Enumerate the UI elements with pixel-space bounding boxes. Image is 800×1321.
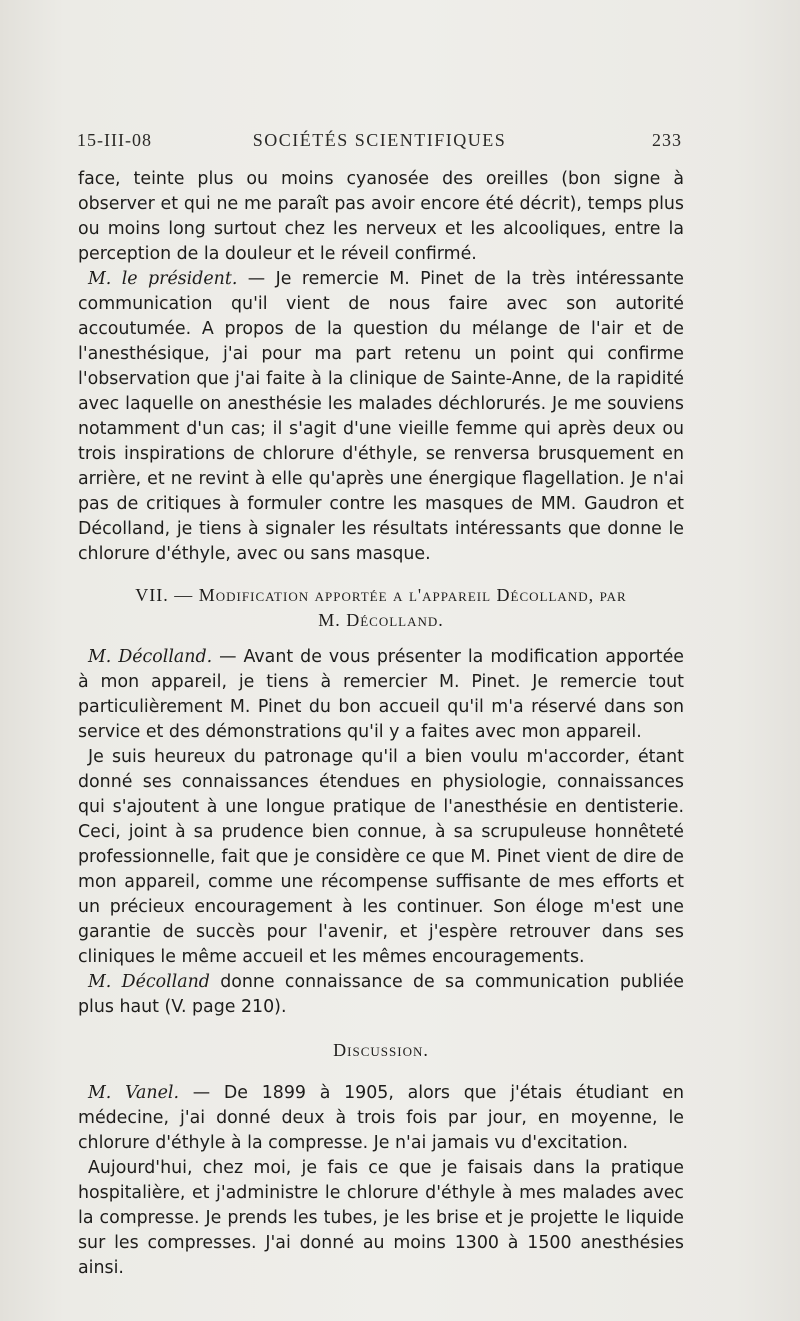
paragraph-decolland-intro — [78, 645, 684, 745]
paragraph-decolland-thanks: Je suis heureux du patronage qu'il a bien voulu m'accorder, étant donné ses connaissances étendues en physiologie, connaissances qui s'ajoutent à une longue pratique de l'anesthésie en dentisterie. Ceci, joint à sa prudence bien connue, à sa scrupuleuse honnêteté professionnelle, fait que je considère ce que M. Pinet vient de dire de mon appareil, comme une récompense suffisante de mes efforts et un précieux encouragement à les continuer. Son éloge m'est une garantie de succès pour l'avenir, et j'espère retrouver dans ses cliniques le même accueil et les mêmes encouragements. — [78, 747, 684, 967]
header-journal-title: SOCIÉTÉS SCIENTIFIQUES — [252, 130, 507, 150]
page-number: 233 — [652, 130, 682, 150]
header-date: 15-III-08 — [77, 130, 152, 150]
paragraph-text: — Avant de vous présenter la modification apportée à mon appareil, je tiens à remercier M. Pinet. Je remercie tout particulièrement M. Pinet du bon accueil qu'il m'a réservé dans son service et des démonstrations qu'il y a faites avec mon appareil. — [78, 647, 684, 742]
paragraph-text: donne connaissance de sa communication publiée plus haut (V. page 210). — [78, 972, 684, 1017]
section-heading-line2: M. Décolland. — [318, 610, 444, 630]
speaker-name: M. Vanel. — [88, 1083, 179, 1103]
paragraph-decolland-communication — [78, 970, 684, 1020]
paragraph-text: — Je remercie M. Pinet de la très intéressante communication qu'il vient de nous faire avec son autorité accoutumée. A propos de la question du mélange de l'air et de l'anesthésique, j'ai pour ma part retenu un point qui confirme l'observation que j'ai faite à la clinique de Sainte-Anne, de la rapidité avec laquelle on anesthésie les malades déchlorurés. Je me souviens notamment d'un cas; il s'agit d'une vieille femme qui après deux ou trois inspirations de chlorure d'éthyle, se renversa brusquement en arrière, et ne revint à elle qu'après une énergique flagellation. Je n'ai pas de critiques à formuler contre les masques de MM. Gaudron et Décolland, je tiens à signaler les résultats intéressants que donne le chlorure d'éthyle, avec ou sans masque. — [78, 269, 684, 564]
speaker-name: M. Décolland. — [88, 647, 213, 667]
speaker-name: M. Décolland — [88, 972, 210, 992]
paragraph-text: — De 1899 à 1905, alors que j'étais étudiant en médecine, j'ai donné deux à trois fois par jour, en moyenne, le chlorure d'éthyle à la compresse. Je n'ai jamais vu d'excitation. — [78, 1083, 684, 1153]
paragraph-vanel-continued: Aujourd'hui, chez moi, je fais ce que je faisais dans la pratique hospitalière, et j'administre le chlorure d'éthyle à mes malades avec la compresse. Je prends les tubes, je les brise et je projette le liquide sur les compresses. J'ai donné au moins 1300 à 1500 anesthésies ainsi. — [78, 1158, 684, 1278]
paragraph-vanel — [78, 1081, 684, 1156]
speaker-name: M. le président. — [88, 269, 238, 289]
running-header — [77, 130, 682, 160]
discussion-heading: Discussion. — [333, 1040, 429, 1060]
body-text — [78, 167, 684, 1281]
paragraph-continuation: face, teinte plus ou moins cyanosée des oreilles (bon signe à observer et qui ne me paraît pas avoir encore été décrit), temps plus ou moins long surtout chez les nerveux et les alcooliques, entre la perception de la douleur et le réveil confirmé. — [78, 169, 684, 264]
paragraph-president — [78, 267, 684, 567]
section-heading-line1: VII. — Modification apportée a l'appareil Décolland, par — [135, 585, 627, 605]
